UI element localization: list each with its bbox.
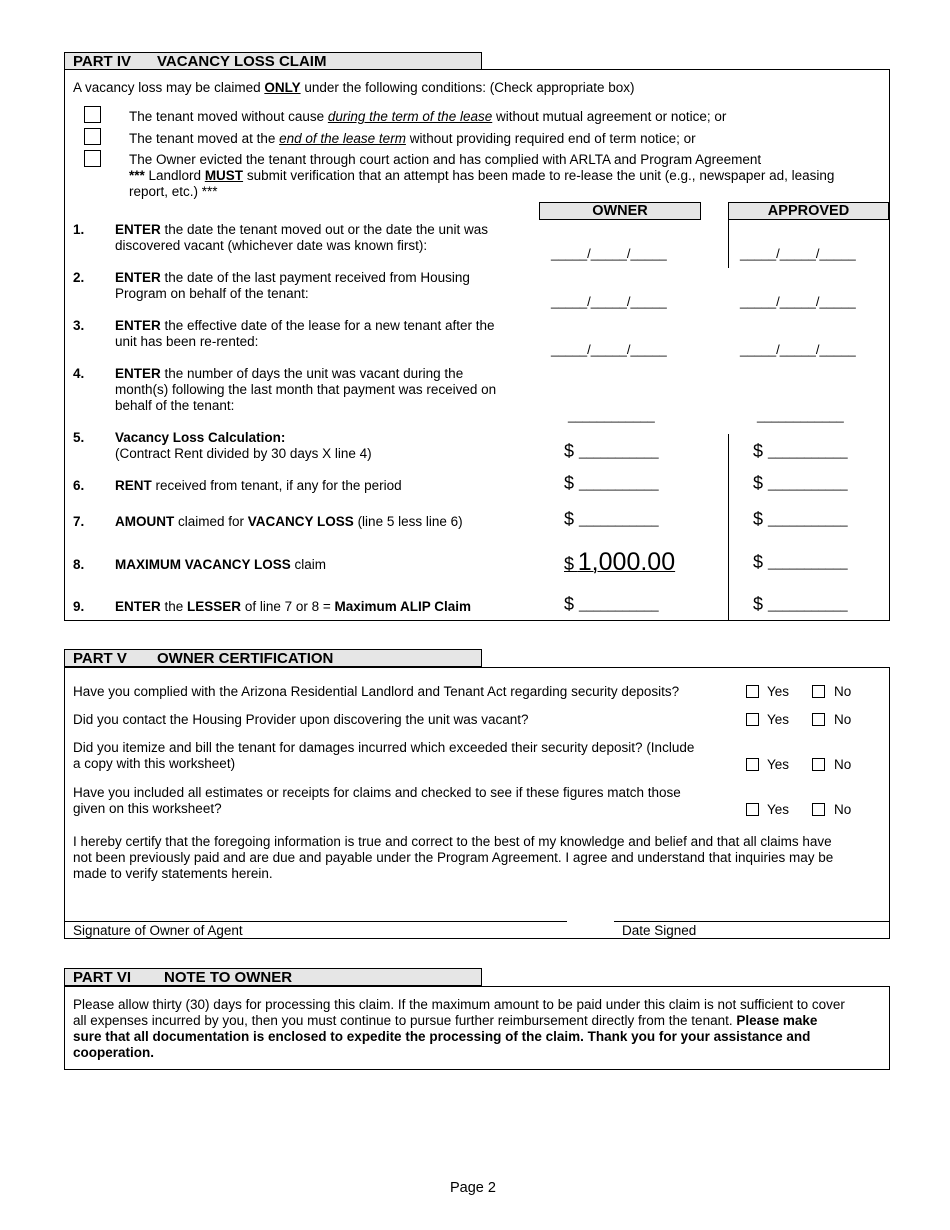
q1-yes-checkbox[interactable]	[746, 685, 759, 698]
line-5-owner-amount[interactable]: $ ___________	[564, 441, 659, 461]
q4-yes-label: Yes	[767, 802, 790, 817]
line-3-owner-date[interactable]: _____/_____/_____	[551, 342, 667, 357]
line-4-text: ENTER the number of days the unit was vacant during the	[115, 366, 464, 381]
note-line-4: cooperation.	[73, 1045, 155, 1060]
q4-no-label: No	[834, 802, 852, 817]
line-6-number: 6.	[73, 478, 85, 493]
line-9-approved-amount[interactable]: $ ___________	[753, 594, 848, 614]
question-3: Did you itemize and bill the tenant for damages incurred which exceeded their security deposit? (Include	[73, 740, 695, 755]
line-4-text-2: month(s) following the last month that payment was received on	[115, 382, 497, 397]
question-2: Did you contact the Housing Provider upon discovering the unit was vacant?	[73, 712, 529, 727]
line-1-owner-date[interactable]: _____/_____/_____	[551, 246, 667, 261]
line-8-number: 8.	[73, 557, 85, 572]
line-9-owner-amount[interactable]: $ ___________	[564, 594, 659, 614]
line-1-text: ENTER the date the tenant moved out or the date the unit was	[115, 222, 488, 237]
part5-number: PART V	[73, 650, 127, 667]
line-3-approved-date[interactable]: _____/_____/_____	[740, 342, 856, 357]
line-4-approved-days[interactable]: ____________	[757, 408, 844, 423]
q1-no-label: No	[834, 684, 852, 699]
approved-column-divider-top	[728, 219, 729, 268]
line-5-text-2: (Contract Rent divided by 30 days X line 4)	[115, 446, 372, 461]
line-4-text-3: behalf of the tenant:	[115, 398, 235, 413]
line-3-number: 3.	[73, 318, 85, 333]
max-vacancy-amount: 1,000.00	[577, 548, 676, 576]
part5-title: OWNER CERTIFICATION	[157, 650, 334, 667]
q2-yes-label: Yes	[767, 712, 790, 727]
line-2-text: ENTER the date of the last payment received from Housing	[115, 270, 470, 285]
certification-line-1: I hereby certify that the foregoing information is true and correct to the best of my knowledge and belief and that all claims have	[73, 834, 832, 849]
q1-no-checkbox[interactable]	[812, 685, 825, 698]
date-signed-line[interactable]	[614, 921, 890, 922]
line-9-number: 9.	[73, 599, 85, 614]
owner-column-header: OWNER	[539, 202, 701, 220]
line-9-text: ENTER the LESSER of line 7 or 8 = Maximum ALIP Claim	[115, 599, 472, 614]
q2-yes-checkbox[interactable]	[746, 713, 759, 726]
approved-column-divider-bottom	[728, 434, 729, 621]
approved-column-header: APPROVED	[728, 202, 889, 220]
line-4-owner-days[interactable]: ____________	[568, 408, 655, 423]
line-5-number: 5.	[73, 430, 85, 445]
part5-header	[64, 649, 482, 667]
q4-no-checkbox[interactable]	[812, 803, 825, 816]
q2-no-label: No	[834, 712, 852, 727]
landlord-note: *** Landlord MUST submit verification that an attempt has been made to re-lease the unit (e.g., newspaper ad, leasing	[129, 168, 835, 183]
q3-yes-checkbox[interactable]	[746, 758, 759, 771]
condition-3-text: The Owner evicted the tenant through court action and has complied with ARLTA and Program Agreement	[129, 152, 762, 167]
landlord-note-line2: report, etc.) ***	[129, 184, 218, 199]
line-7-number: 7.	[73, 514, 85, 529]
page-number: Page 2	[450, 1180, 496, 1196]
part4-number: PART IV	[73, 53, 132, 70]
line-7-owner-amount[interactable]: $ ___________	[564, 509, 659, 529]
condition-1-text: The tenant moved without cause during the term of the lease without mutual agreement or notice; or	[129, 109, 727, 124]
signature-label: Signature of Owner of Agent	[73, 923, 243, 938]
q4-yes-checkbox[interactable]	[746, 803, 759, 816]
part4-header	[64, 52, 482, 70]
line-7-text: AMOUNT claimed for VACANCY LOSS (line 5 less line 6)	[115, 514, 463, 529]
line-3-text-2: unit has been re-rented:	[115, 334, 259, 349]
note-line-1: Please allow thirty (30) days for processing this claim. If the maximum amount to be paid under this claim is not sufficient to cover	[73, 997, 845, 1012]
condition-2-text: The tenant moved at the end of the lease term without providing required end of term notice; or	[129, 131, 696, 146]
line-5-approved-amount[interactable]: $ ___________	[753, 441, 848, 461]
question-4-line2: given on this worksheet?	[73, 801, 222, 816]
part4-intro: A vacancy loss may be claimed ONLY under the following conditions: (Check appropriate box)	[73, 80, 635, 95]
line-1-text-2: discovered vacant (whichever date was known first):	[115, 238, 428, 253]
condition-1-checkbox[interactable]	[84, 106, 101, 123]
certification-line-2: not been previously paid and are due and payable under the Program Agreement. I agree and understand that inquiries may be	[73, 850, 834, 865]
condition-2-checkbox[interactable]	[84, 128, 101, 145]
line-2-owner-date[interactable]: _____/_____/_____	[551, 294, 667, 309]
line-8-approved-amount[interactable]: $ ___________	[753, 552, 848, 572]
part6-title: NOTE TO OWNER	[164, 969, 293, 986]
line-8-text: MAXIMUM VACANCY LOSS claim	[115, 557, 327, 572]
date-signed-label: Date Signed	[622, 923, 697, 938]
signature-line[interactable]	[64, 921, 567, 922]
line-5-text: Vacancy Loss Calculation:	[115, 430, 286, 445]
line-2-approved-date[interactable]: _____/_____/_____	[740, 294, 856, 309]
question-3-line2: a copy with this worksheet)	[73, 756, 236, 771]
question-1: Have you complied with the Arizona Residential Landlord and Tenant Act regarding security deposits?	[73, 684, 680, 699]
line-2-number: 2.	[73, 270, 85, 285]
q3-yes-label: Yes	[767, 757, 790, 772]
part6-header	[64, 968, 482, 986]
q3-no-label: No	[834, 757, 852, 772]
note-line-3: sure that all documentation is enclosed to expedite the processing of the claim. Thank you for your assistance and	[73, 1029, 811, 1044]
part6-number: PART VI	[73, 969, 132, 986]
note-line-2: all expenses incurred by you, then you must continue to pursue further reimbursement directly from the tenant. Please make	[73, 1013, 818, 1028]
line-2-text-2: Program on behalf of the tenant:	[115, 286, 309, 301]
line-8-owner-amount: $ 1,000.00	[564, 548, 676, 576]
certification-line-3: made to verify statements herein.	[73, 866, 273, 881]
condition-3-checkbox[interactable]	[84, 150, 101, 167]
question-4: Have you included all estimates or receipts for claims and checked to see if these figures match those	[73, 785, 681, 800]
line-1-approved-date[interactable]: _____/_____/_____	[740, 246, 856, 261]
line-6-owner-amount[interactable]: $ ___________	[564, 473, 659, 493]
q3-no-checkbox[interactable]	[812, 758, 825, 771]
part4-title: VACANCY LOSS CLAIM	[157, 53, 327, 70]
line-1-number: 1.	[73, 222, 85, 237]
q2-no-checkbox[interactable]	[812, 713, 825, 726]
q1-yes-label: Yes	[767, 684, 790, 699]
line-6-approved-amount[interactable]: $ ___________	[753, 473, 848, 493]
line-3-text: ENTER the effective date of the lease for a new tenant after the	[115, 318, 495, 333]
line-6-text: RENT received from tenant, if any for the period	[115, 478, 402, 493]
line-7-approved-amount[interactable]: $ ___________	[753, 509, 848, 529]
line-4-number: 4.	[73, 366, 85, 381]
